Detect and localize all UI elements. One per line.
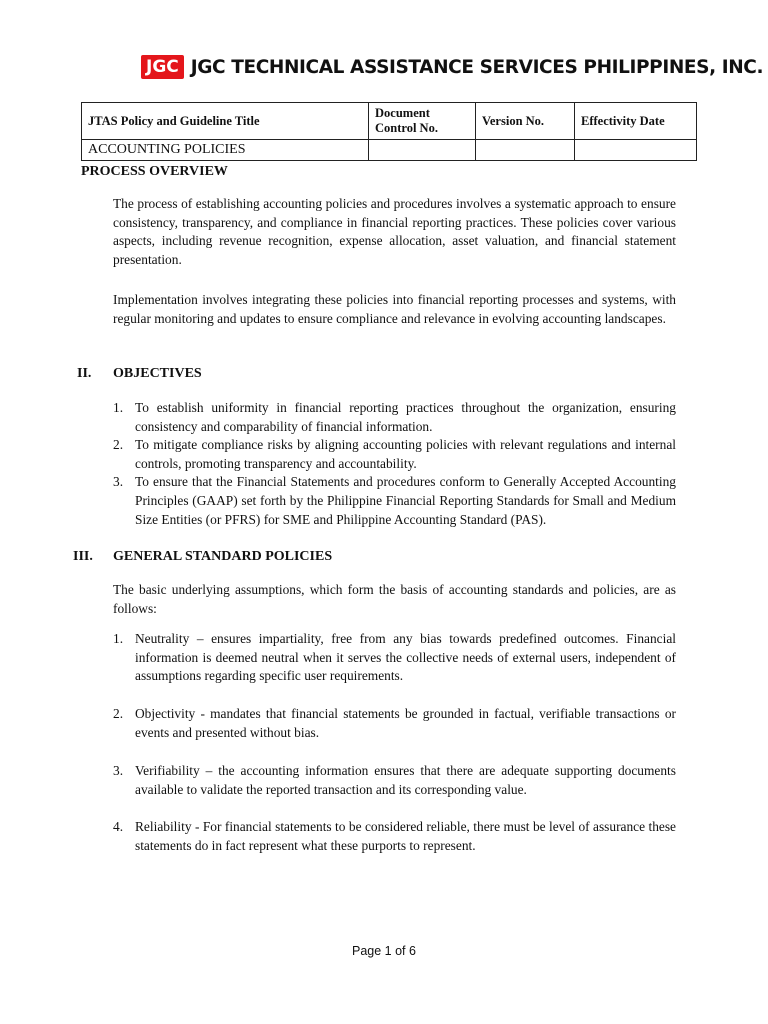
title-value: ACCOUNTING POLICIES xyxy=(82,140,369,161)
list-item xyxy=(113,762,676,799)
list-text: To mitigate compliance risks by aligning accounting policies with relevant regulations and internal controls, promoting transparency and accountability. xyxy=(135,437,676,471)
doc-control-label xyxy=(369,103,476,140)
list-item xyxy=(113,630,676,686)
document-header-table xyxy=(81,102,697,161)
company-logo xyxy=(141,54,763,80)
list-number: 1. xyxy=(113,631,124,646)
effectivity-label: Effectivity Date xyxy=(575,103,697,140)
general-policies-numeral: III. xyxy=(73,549,93,564)
list-number: 3. xyxy=(113,763,124,778)
doc-control-label-2: Control No. xyxy=(375,121,438,135)
list-number: 2. xyxy=(113,706,124,721)
company-name: JGC TECHNICAL ASSISTANCE SERVICES PHILIPPINES, INC. xyxy=(190,56,764,78)
process-overview-para-1: The process of establishing accounting policies and procedures involves a systematic approach to ensure consistency, transparency, and compliance in financial reporting practices. These policies cover various aspects, including revenue recognition, expense allocation, asset valuation, and financial statement presentation. xyxy=(113,196,676,267)
title-label: JTAS Policy and Guideline Title xyxy=(82,103,369,140)
list-number: 1. xyxy=(113,400,124,415)
process-overview-heading: PROCESS OVERVIEW xyxy=(81,164,228,179)
effectivity-value xyxy=(575,140,697,161)
general-policies-intro: The basic underlying assumptions, which form the basis of accounting standards and policies, are as follows: xyxy=(113,582,676,616)
list-number: 3. xyxy=(113,474,124,490)
list-item xyxy=(113,473,676,529)
objectives-numeral: II. xyxy=(77,366,92,381)
objectives-heading: OBJECTIVES xyxy=(113,366,202,381)
list-text: Reliability - For financial statements to be considered reliable, there must be level of assurance these statements do in fact represent what these purports to represent. xyxy=(135,819,676,853)
general-policies-item-1 xyxy=(113,630,676,686)
doc-control-value xyxy=(369,140,476,161)
general-policies-item-4 xyxy=(113,818,676,855)
list-item xyxy=(113,818,676,855)
process-overview-para-2: Implementation involves integrating these policies into financial reporting processes and systems, with regular monitoring and updates to ensure compliance and relevance in evolving accounting landscapes. xyxy=(113,292,676,326)
list-text: To establish uniformity in financial reporting practices throughout the organization, ensuring consistency and comparability of financial information. xyxy=(135,400,676,434)
general-policies-item-2 xyxy=(113,705,676,742)
list-number: 2. xyxy=(113,437,124,453)
doc-control-label-1: Document xyxy=(375,106,430,120)
jgc-badge: JGC xyxy=(141,55,184,79)
list-item xyxy=(113,705,676,742)
version-label: Version No. xyxy=(476,103,575,140)
list-text: Verifiability – the accounting information ensures that there are adequate supporting documents available to validate the reported transaction and its corresponding value. xyxy=(135,763,676,797)
page-number: Page 1 of 6 xyxy=(352,944,416,958)
list-text: To ensure that the Financial Statements and procedures conform to Generally Accepted Accounting Principles (GAAP) set forth by the Philippine Financial Reporting Standards for Small and Medium Size Entities (or PFRS) for SME and Philippine Accounting Standard (PAS). xyxy=(135,474,676,527)
general-policies-heading: GENERAL STANDARD POLICIES xyxy=(113,549,333,564)
list-item xyxy=(113,436,676,473)
objectives-list xyxy=(113,399,676,529)
list-text: Neutrality – ensures impartiality, free from any bias towards predefined outcomes. Financial information is deemed neutral when it serves the collective needs of external users, independent of assumptions regarding specific user requirements. xyxy=(135,631,676,684)
list-text: Objectivity - mandates that financial statements be grounded in factual, verifiable transactions or events and presented without bias. xyxy=(135,706,676,740)
version-value xyxy=(476,140,575,161)
list-number: 4. xyxy=(113,819,124,834)
list-item xyxy=(113,399,676,436)
general-policies-item-3 xyxy=(113,762,676,799)
